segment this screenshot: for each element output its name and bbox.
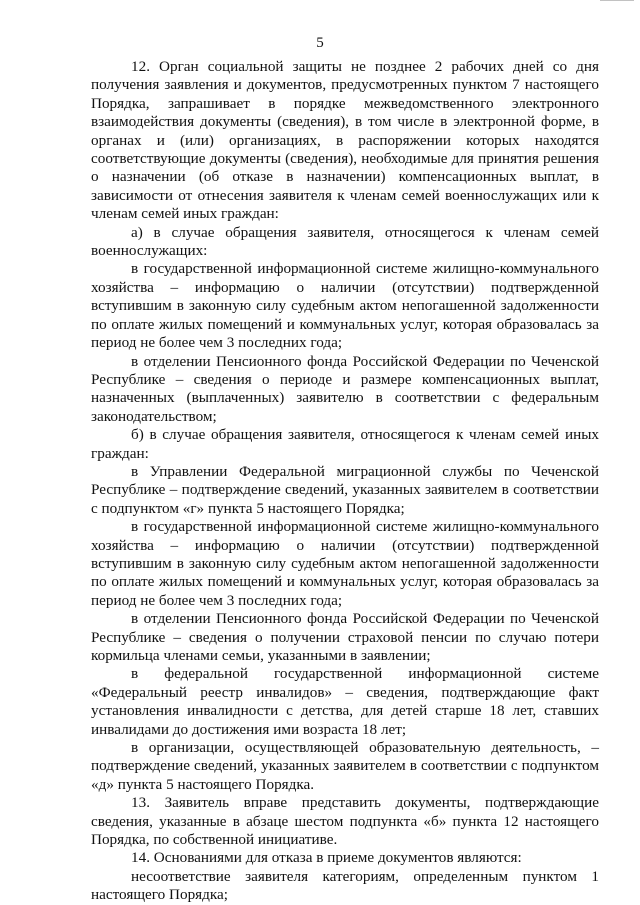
subparagraph-a-heading: а) в случае обращения заявителя, относящегося к членам семей военнослужащих: bbox=[91, 223, 599, 260]
paragraph-14-item: несоответствие заявителя категориям, определенным пунктом 1 настоящего Порядка; bbox=[91, 867, 599, 904]
scan-corner-mark bbox=[600, 0, 634, 9]
page-number: 5 bbox=[316, 35, 324, 51]
subparagraph-b-heading: б) в случае обращения заявителя, относящегося к членам семей иных граждан: bbox=[91, 426, 599, 462]
subparagraph-a-pension-fund: в отделении Пенсионного фонда Российской Федерации по Чеченской Республике – сведения о периоде и размере компенсационных выплат, назначенных (выплаченных) заявителю в соответствии с федеральным законодательством; bbox=[91, 352, 599, 425]
subparagraph-b-disability-registry: в федеральной государственной информационной системе «Федеральный реестр инвалидов» – сведения, подтверждающие факт установления инвалидности с детства, для детей старше 18 лет, ставших инвалидами до достижения ими возраста 18 лет; bbox=[91, 665, 599, 738]
subparagraph-b-migration-service: в Управлении Федеральной миграционной службы по Чеченской Республике – подтверждение сведений, указанных заявителем в соответствии с подпунктом «г» пункта 5 настоящего Порядка; bbox=[91, 462, 599, 517]
paragraph-12-intro: 12. Орган социальной защиты не позднее 2 рабочих дней со дня получения заявления и документов, предусмотренных пунктом 7 настоящего Порядка, запрашивает в порядке межведомственного электронного взаимодействия документы (сведения), в том числе в электронной форме, в органах и (или) организациях, в распоряжении которых находятся соответствующие документы (сведения), необходимые для принятия решения о назначении (об отказе в назначении) компенсационных выплат, в зависимости от отнесения заявителя к членам семей военнослужащих или к членам семей иных граждан: bbox=[91, 58, 599, 223]
subparagraph-b-educational-organization: в организации, осуществляющей образовательную деятельность, – подтверждение сведений, указанных заявителем в соответствии с подпунктом «д» пункта 5 настоящего Порядка. bbox=[91, 739, 599, 793]
paragraph-13: 13. Заявитель вправе представить документы, подтверждающие сведения, указанные в абзаце шестом подпункта «б» пункта 12 настоящего Порядка, по собственной инициативе. bbox=[91, 794, 599, 849]
subparagraph-b-pension-fund: в отделении Пенсионного фонда Российской Федерации по Чеченской Республике – сведения о получении страховой пенсии по случаю потери кормильца членами семьи, указанными в заявлении; bbox=[91, 610, 599, 664]
subparagraph-a-housing-system: в государственной информационной системе жилищно-коммунального хозяйства – информацию о наличии (отсутствии) подтвержденной вступившим в законную силу судебным актом непогашенной задолженности по оплате жилых помещений и коммунальных услуг, которая образовалась за период не более чем 3 последних года; bbox=[91, 260, 599, 352]
document-body bbox=[91, 58, 599, 905]
subparagraph-b-housing-system: в государственной информационной системе жилищно-коммунального хозяйства – информацию о наличии (отсутствии) подтвержденной вступившим в законную силу судебным актом непогашенной задолженности по оплате жилых помещений и коммунальных услуг, которая образовалась за период не более чем 3 последних года; bbox=[91, 518, 599, 609]
paragraph-14-heading: 14. Основаниями для отказа в приеме документов являются: bbox=[131, 849, 522, 867]
